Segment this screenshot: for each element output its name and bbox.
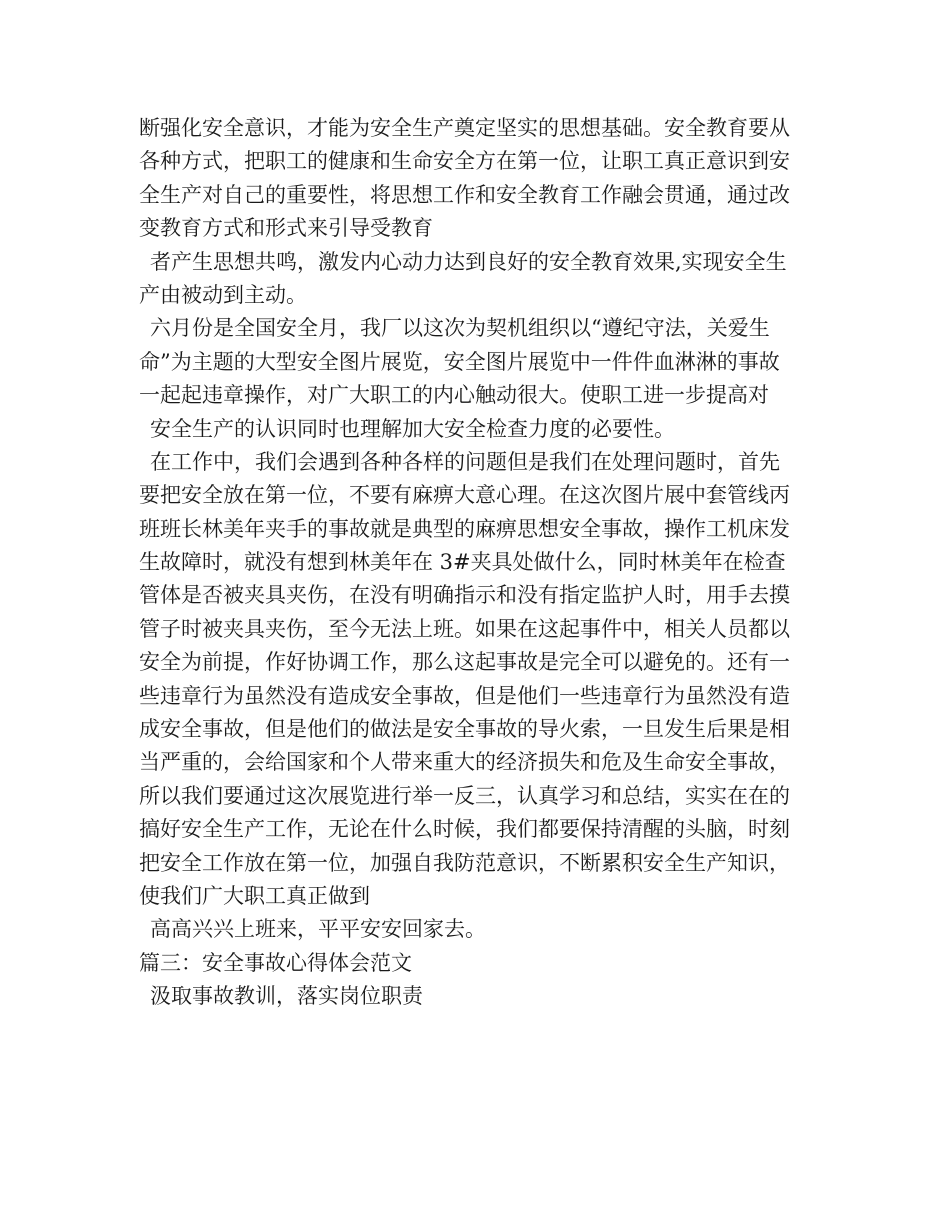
- text-line: 在工作中，我们会遇到各种各样的问题但是我们在处理问题时，首先: [150, 449, 780, 474]
- text-line: 搞好安全生产工作，无论在什么时候，我们都要保持清醒的头脑，时刻: [139, 817, 790, 842]
- text-line: 断强化安全意识，才能为安全生产奠定坚实的思想基础。安全教育要从: [139, 116, 790, 140]
- text-line: 全生产对自己的重要性，将思想工作和安全教育工作融会贯通，通过改: [139, 182, 790, 207]
- text-line: 成安全事故，但是他们的做法是安全事故的导火索，一旦发生后果是相: [139, 717, 790, 742]
- document-body: [139, 112, 819, 1014]
- text-line: 所以我们要通过这次展览进行举一反三，认真学习和总结，实实在在的: [139, 783, 790, 808]
- section-subheading: 汲取事故教训，落实岗位职责: [150, 984, 423, 1009]
- text-line: 把安全工作放在第一位，加强自我防范意识，不断累积安全生产知识，: [139, 850, 790, 875]
- text-line: 变教育方式和形式来引导受教育: [139, 216, 433, 241]
- section-heading: 篇三：安全事故心得体会范文: [139, 950, 412, 975]
- text-line: 班班长林美年夹手的事故就是典型的麻痹思想安全事故，操作工机床发: [139, 516, 790, 541]
- text-line: 产由被动到主动。: [139, 282, 307, 307]
- text-line: 安全为前提，作好协调工作，那么这起事故是完全可以避免的。还有一: [139, 650, 790, 675]
- text-line: 当严重的，会给国家和个人带来重大的经济损失和危及生命安全事故，: [139, 750, 790, 775]
- text-line: 命”为主题的大型安全图片展览，安全图片展览中一件件血淋淋的事故: [139, 349, 780, 374]
- text-line: 些违章行为虽然没有造成安全事故，但是他们一些违章行为虽然没有造: [139, 683, 790, 708]
- text-line: 各种方式，把职工的健康和生命安全方在第一位，让职工真正意识到安: [139, 149, 790, 174]
- text-line: 生故障时，就没有想到林美年在 3#夹具处做什么，同时林美年在检查: [139, 550, 786, 575]
- text-line: 者产生思想共鸣，激发内心动力达到良好的安全教育效果,实现安全生: [150, 249, 787, 274]
- text-line: 一起起违章操作，对广大职工的内心触动很大。使职工进一步提高对: [139, 383, 769, 408]
- text-line: 高高兴兴上班来，平平安安回家去。: [150, 917, 486, 942]
- text-line: 使我们广大职工真正做到: [139, 883, 370, 908]
- text-line: 管体是否被夹具夹伤，在没有明确指示和没有指定监护人时，用手去摸: [139, 583, 790, 608]
- text-line: 管子时被夹具夹伤，至今无法上班。如果在这起事件中，相关人员都以: [139, 616, 790, 641]
- text-line: 要把安全放在第一位，不要有麻痹大意心理。在这次图片展中套管线丙: [139, 483, 790, 508]
- text-line: 安全生产的认识同时也理解加大安全检查力度的必要性。: [150, 416, 675, 441]
- text-line: 六月份是全国安全月，我厂以这次为契机组织以“遵纪守法，关爱生: [150, 316, 770, 341]
